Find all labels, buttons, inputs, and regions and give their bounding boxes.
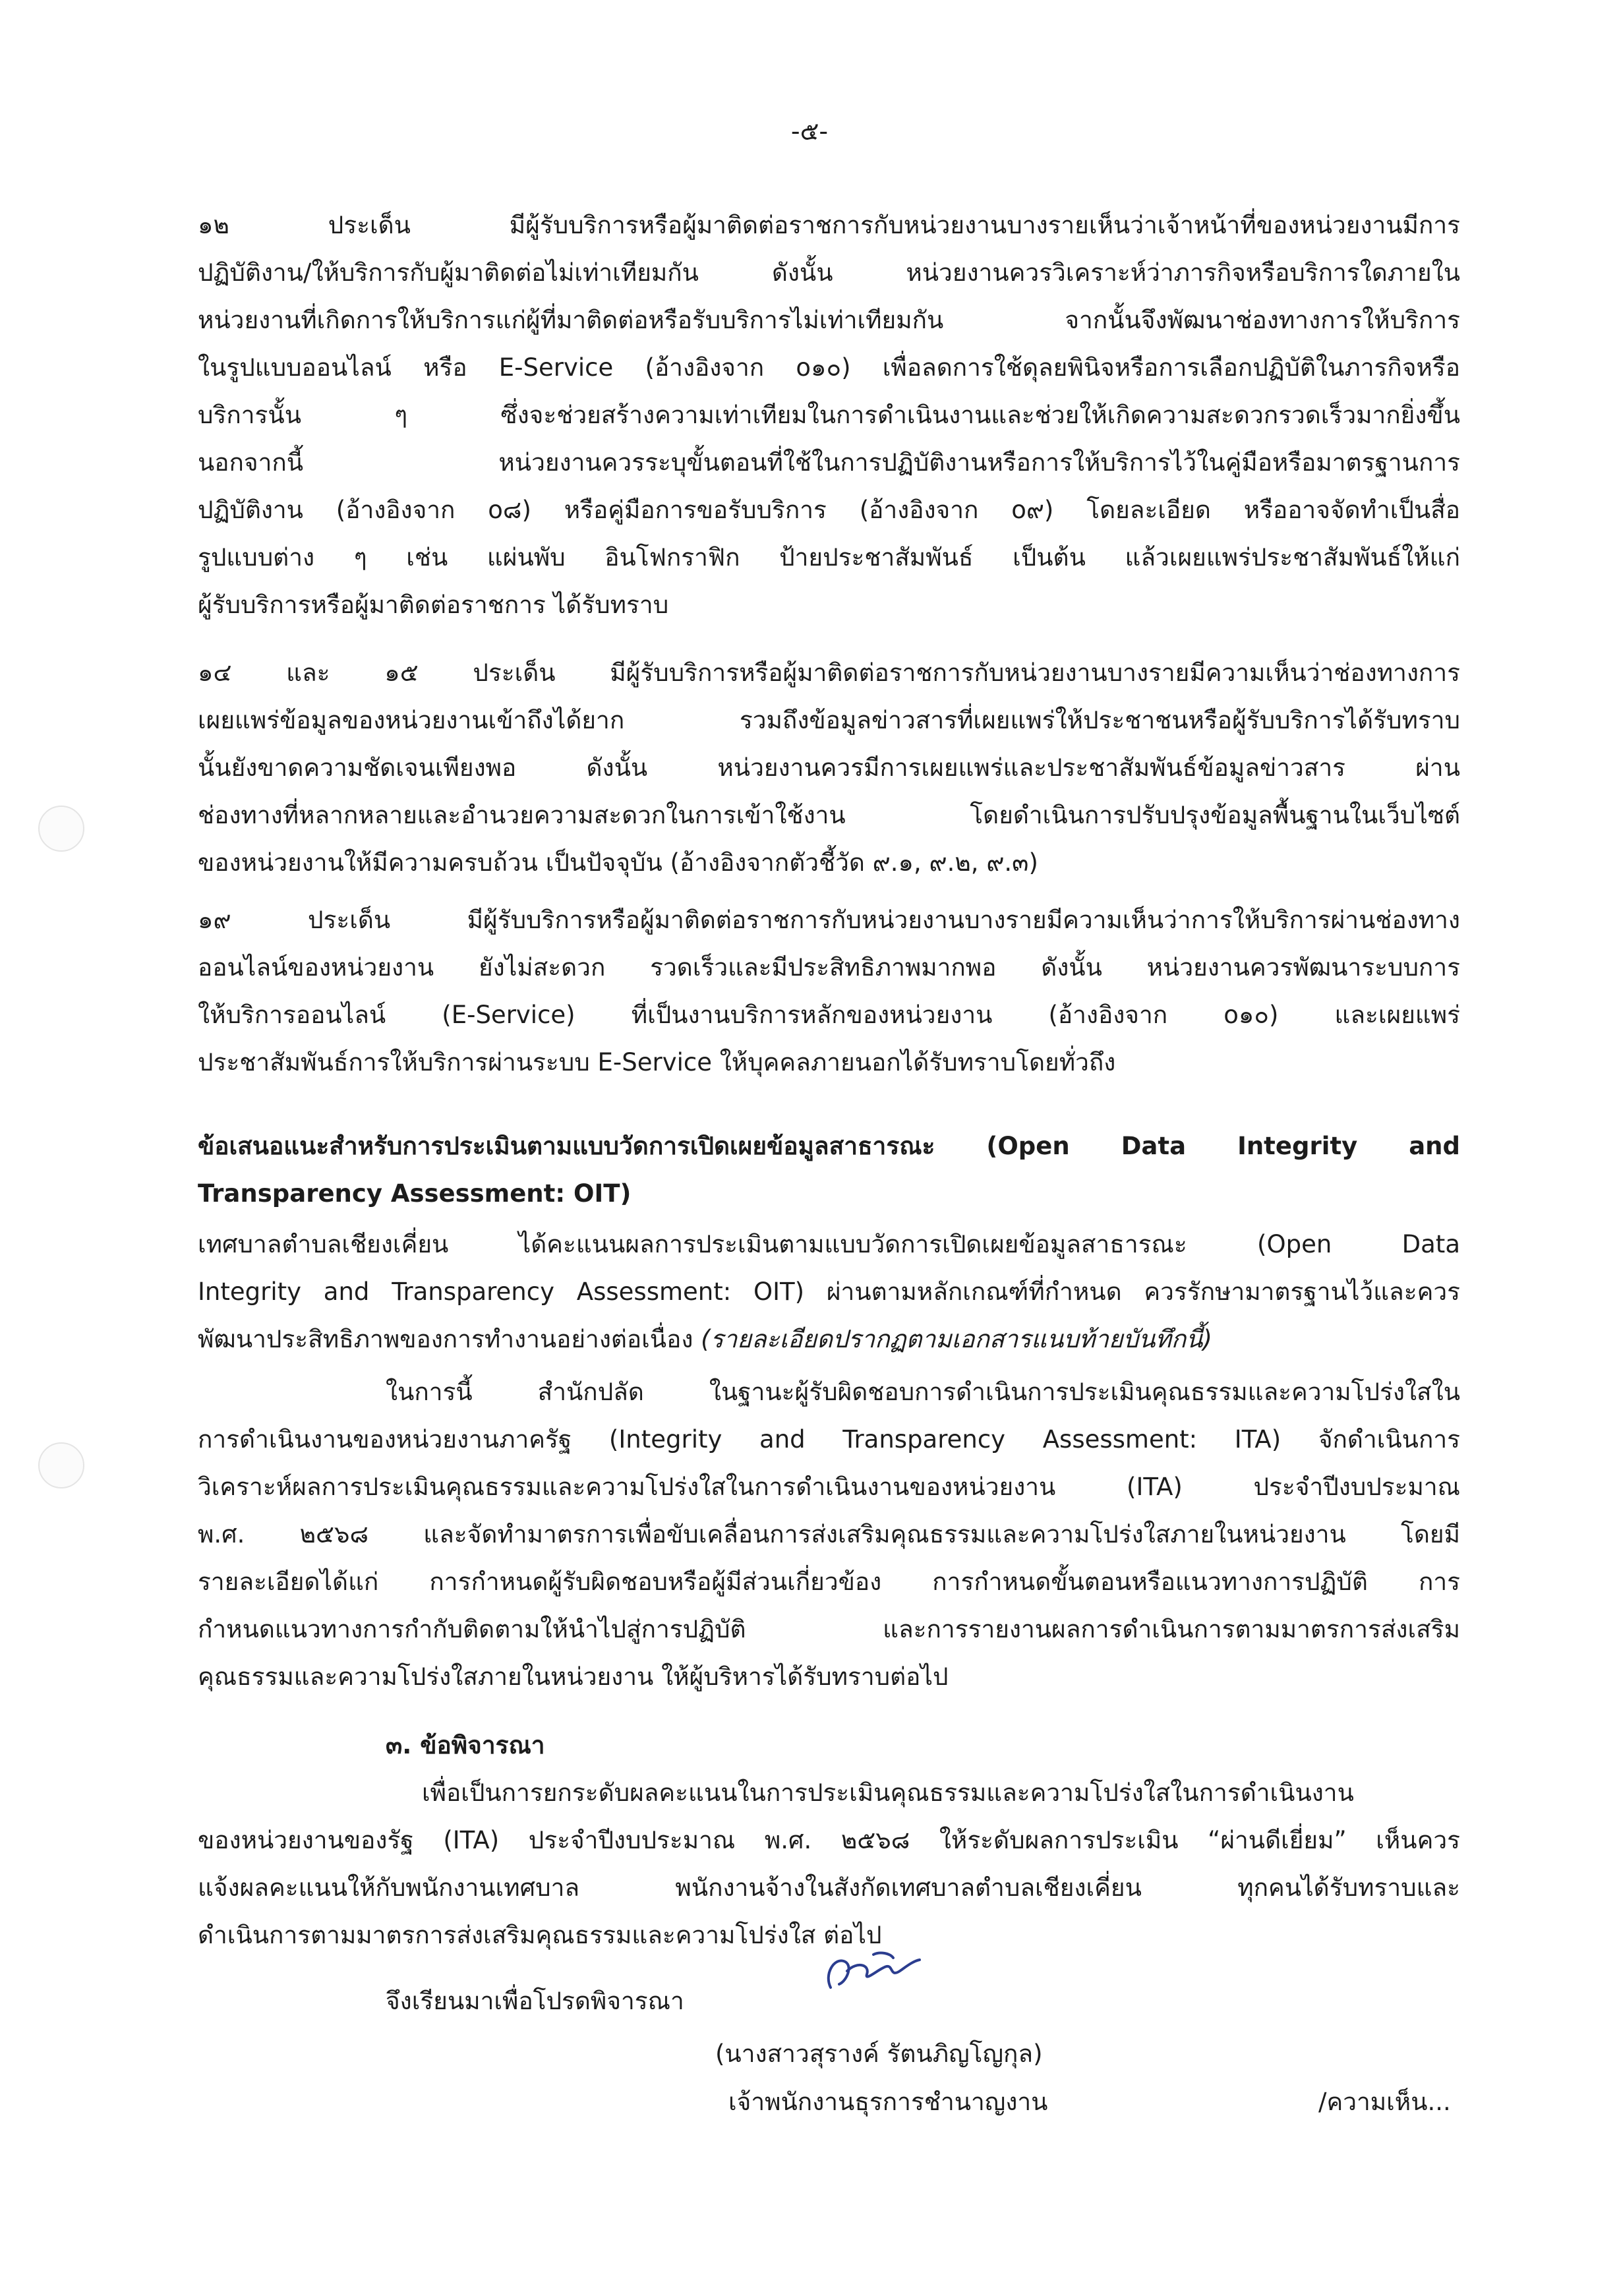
ita-paragraph-line: คุณธรรมและความโปร่งใสภายในหน่วยงาน ให้ผู้บริหารได้รับทราบต่อไป — [198, 1663, 949, 1691]
ita-paragraph-line: การดำเนินงานของหน่วยงานภาครัฐ (Integrity and Transparency Assessment: ITA) จักดำเนินการ — [198, 1425, 1460, 1454]
signature — [808, 1941, 939, 2004]
signer-position: เจ้าพนักงานธุรการชำนาญงาน — [728, 2088, 1048, 2116]
paragraph-12-line: บริการนั้น ๆ ซึ่งจะช่วยสร้างความเท่าเทียมในการดำเนินงานและช่วยให้เกิดความสะดวกรวดเร็วมากยิ่งขึ้น — [198, 401, 1460, 429]
paragraph-14-15-line: ช่องทางที่หลากหลายและอำนวยความสะดวกในการเข้าใช้งาน โดยดำเนินการปรับปรุงข้อมูลพื้นฐานในเว็บไซต์ — [198, 801, 1460, 829]
oit-body-line: เทศบาลตำบลเชียงเคี่ยน ได้คะแนนผลการประเมินตามแบบวัดการเปิดเผยข้อมูลสาธารณะ (Open Data — [198, 1230, 1460, 1258]
punch-hole — [38, 806, 84, 852]
punch-hole — [38, 1442, 84, 1488]
oit-attachment-note: (รายละเอียดปรากฏตามเอกสารแนบท้ายบันทึกนี้) — [701, 1325, 1212, 1353]
section-3-body-line: แจ้งผลคะแนนให้กับพนักงานเทศบาล พนักงานจ้างในสังกัดเทศบาลตำบลเชียงเคี่ยน ทุกคนได้รับทราบและ — [198, 1873, 1460, 1902]
ita-paragraph-line: รายละเอียดได้แก่ การกำหนดผู้รับผิดชอบหรือผู้มีส่วนเกี่ยวข้อง การกำหนดขั้นตอนหรือแนวทางการปฏิบัติ การ — [198, 1568, 1460, 1596]
paragraph-19-line: ๑๙ ประเด็น มีผู้รับบริการหรือผู้มาติดต่อราชการกับหน่วยงานบางรายมีความเห็นว่าการให้บริการผ่านช่องทาง — [198, 906, 1460, 934]
paragraph-12-line: ปฏิบัติงาน/ให้บริการกับผู้มาติดต่อไม่เท่าเทียมกัน ดังนั้น หน่วยงานควรวิเคราะห์ว่าภารกิจหรือบริการใดภายใน — [198, 258, 1460, 287]
paragraph-12-line: ผู้รับบริการหรือผู้มาติดต่อราชการ ได้รับทราบ — [198, 591, 669, 619]
paragraph-19-line: ให้บริการออนไลน์ (E-Service) ที่เป็นงานบริการหลักของหน่วยงาน (อ้างอิงจาก o๑๐) และเผยแพร่ — [198, 1001, 1460, 1029]
paragraph-12-line: นอกจากนี้ หน่วยงานควรระบุขั้นตอนที่ใช้ในการปฏิบัติงานหรือการให้บริการไว้ในคู่มือหรือมาตรฐานการ — [198, 448, 1460, 477]
oit-heading: ข้อเสนอแนะสำหรับการประเมินตามแบบวัดการเปิดเผยข้อมูลสาธารณะ (Open Data Integrity and — [198, 1132, 1460, 1160]
ita-paragraph-line: ในการนี้ สำนักปลัด ในฐานะผู้รับผิดชอบการดำเนินการประเมินคุณธรรมและความโปร่งใสใน — [386, 1378, 1460, 1406]
ita-paragraph-line: พ.ศ. ๒๕๖๘ และจัดทำมาตรการเพื่อขับเคลื่อนการส่งเสริมคุณธรรมและความโปร่งใสภายในหน่วยงาน โดยมี — [198, 1520, 1460, 1548]
signer-name: (นางสาวสุรางค์ รัตนภิญโญกุล) — [715, 2040, 1043, 2068]
page-number: -๕- — [790, 117, 829, 146]
paragraph-14-15-line: ของหน่วยงานให้มีความครบถ้วน เป็นปัจจุบัน (อ้างอิงจากตัวชี้วัด ๙.๑, ๙.๒, ๙.๓) — [198, 848, 1038, 877]
oit-heading: Transparency Assessment: OIT) — [198, 1179, 632, 1208]
oit-body-text: พัฒนาประสิทธิภาพของการทำงานอย่างต่อเนื่อง — [198, 1325, 693, 1353]
paragraph-12-line: รูปแบบต่าง ๆ เช่น แผ่นพับ อินโฟกราฟิก ป้ายประชาสัมพันธ์ เป็นต้น แล้วเผยแพร่ประชาสัมพันธ์ให้แก่ — [198, 543, 1460, 572]
section-3-body-line: เพื่อเป็นการยกระดับผลคะแนนในการประเมินคุณธรรมและความโปร่งใสในการดำเนินงาน — [422, 1779, 1354, 1807]
closing-line: จึงเรียนมาเพื่อโปรดพิจารณา — [386, 1987, 684, 2015]
paragraph-12-line: ปฏิบัติงาน (อ้างอิงจาก o๘) หรือคู่มือการขอรับบริการ (อ้างอิงจาก o๙) โดยละเอียด หรืออาจจัดทำเป็นสื่อ — [198, 496, 1460, 524]
ita-paragraph-line: วิเคราะห์ผลการประเมินคุณธรรมและความโปร่งใสในการดำเนินงานของหน่วยงาน (ITA) ประจำปีงบประมาณ — [198, 1473, 1460, 1501]
paragraph-12-line: ในรูปแบบออนไลน์ หรือ E-Service (อ้างอิงจาก o๑๐) เพื่อลดการใช้ดุลยพินิจหรือการเลือกปฏิบัติในภารกิจหรือ — [198, 353, 1460, 382]
section-3-heading: ๓. ข้อพิจารณา — [386, 1731, 545, 1759]
continued-marker: /ความเห็น... — [1318, 2088, 1451, 2116]
oit-body-line: Integrity and Transparency Assessment: OIT) ผ่านตามหลักเกณฑ์ที่กำหนด ควรรักษามาตรฐานไว้และควร — [198, 1278, 1460, 1306]
paragraph-12-line: ๑๒ ประเด็น มีผู้รับบริการหรือผู้มาติดต่อราชการกับหน่วยงานบางรายเห็นว่าเจ้าหน้าที่ของหน่วยงานมีการ — [198, 211, 1460, 239]
ita-paragraph-line: กำหนดแนวทางการกำกับติดตามให้นำไปสู่การปฏิบัติ และการรายงานผลการดำเนินการตามมาตรการส่งเสริม — [198, 1615, 1460, 1643]
paragraph-14-15-line: นั้นยังขาดความชัดเจนเพียงพอ ดังนั้น หน่วยงานควรมีการเผยแพร่และประชาสัมพันธ์ข้อมูลข่าวสาร ผ่าน — [198, 753, 1460, 782]
paragraph-19-line: ออนไลน์ของหน่วยงาน ยังไม่สะดวก รวดเร็วและมีประสิทธิภาพมากพอ ดังนั้น หน่วยงานควรพัฒนาระบบการ — [198, 953, 1460, 982]
paragraph-19-line: ประชาสัมพันธ์การให้บริการผ่านระบบ E-Service ให้บุคคลภายนอกได้รับทราบโดยทั่วถึง — [198, 1048, 1116, 1076]
paragraph-14-15-line: ๑๔ และ ๑๕ ประเด็น มีผู้รับบริการหรือผู้มาติดต่อราชการกับหน่วยงานบางรายมีความเห็นว่าช่องทางการ — [198, 659, 1460, 687]
oit-body-line — [198, 1316, 1460, 1363]
section-3-body-line: ของหน่วยงานของรัฐ (ITA) ประจำปีงบประมาณ พ.ศ. ๒๕๖๘ ให้ระดับผลการประเมิน “ผ่านดีเยี่ยม” เห็นควร — [198, 1826, 1460, 1854]
paragraph-12-line: หน่วยงานที่เกิดการให้บริการแก่ผู้ที่มาติดต่อหรือรับบริการไม่เท่าเทียมกัน จากนั้นจึงพัฒนาช่องทางการให้บริการ — [198, 306, 1460, 334]
section-3-body-line: ดำเนินการตามมาตรการส่งเสริมคุณธรรมและความโปร่งใส ต่อไป — [198, 1921, 882, 1949]
paragraph-14-15-line: เผยแพร่ข้อมูลของหน่วยงานเข้าถึงได้ยาก รวมถึงข้อมูลข่าวสารที่เผยแพร่ให้ประชาชนหรือผู้รับบริการได้รับทราบ — [198, 706, 1460, 734]
